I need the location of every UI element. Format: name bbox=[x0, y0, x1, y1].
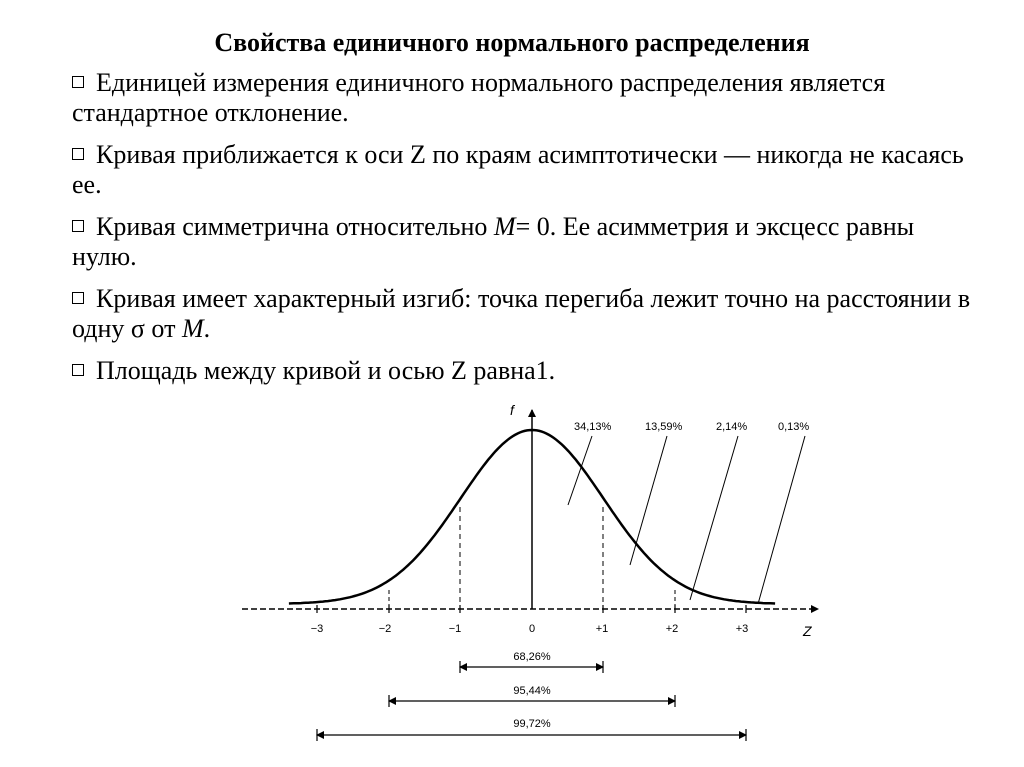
bullet-text: Площадь между кривой и осью Z равна1. bbox=[96, 356, 556, 385]
x-axis-label: Z bbox=[803, 623, 812, 639]
leader-line-13 bbox=[630, 436, 667, 565]
x-tick-label: −1 bbox=[448, 623, 462, 635]
interval-label-95: 95,44% bbox=[513, 685, 551, 697]
bullet-text: Кривая имеет характерный изгиб: точка перегиба лежит точно на расстоянии в одну σ от bbox=[72, 284, 971, 343]
x-tick-label: +2 bbox=[665, 623, 679, 635]
area-label-0: 0,13% bbox=[778, 421, 810, 433]
area-label-34: 34,13% bbox=[574, 421, 612, 433]
x-tick-label: 0 bbox=[528, 623, 536, 635]
bullet-italic: M bbox=[493, 212, 516, 241]
interval-label-99: 99,72% bbox=[513, 718, 551, 730]
x-tick-label: −3 bbox=[310, 623, 324, 635]
bullet-text-tail: = 0. Ее асимметрия и эксцесс равны нулю. bbox=[72, 212, 915, 271]
area-label-2: 2,14% bbox=[716, 421, 748, 433]
x-tick-label: +1 bbox=[595, 623, 609, 635]
bullet-text-tail: . bbox=[203, 314, 211, 343]
x-tick-label: −2 bbox=[378, 623, 392, 635]
area-label-13: 13,59% bbox=[645, 421, 683, 433]
leader-line-2 bbox=[690, 436, 738, 600]
slide-title: Свойства единичного нормального распределения bbox=[214, 28, 810, 57]
bullet-text: Единицей измерения единичного нормального распределения является стандартное отклонение. bbox=[72, 68, 886, 127]
bullet-text: Кривая приближается к оси Z по краям асимптотически — никогда не касаясь ее. bbox=[72, 140, 964, 199]
interval-label-68: 68,26% bbox=[513, 651, 551, 663]
leader-line-0 bbox=[758, 436, 805, 604]
leader-line-34 bbox=[568, 436, 592, 505]
x-tick-label: +3 bbox=[735, 623, 749, 635]
bullet-italic: M bbox=[181, 314, 204, 343]
y-axis-label: f bbox=[510, 402, 514, 418]
bullet-text: Кривая симметрична относительно bbox=[96, 212, 494, 241]
